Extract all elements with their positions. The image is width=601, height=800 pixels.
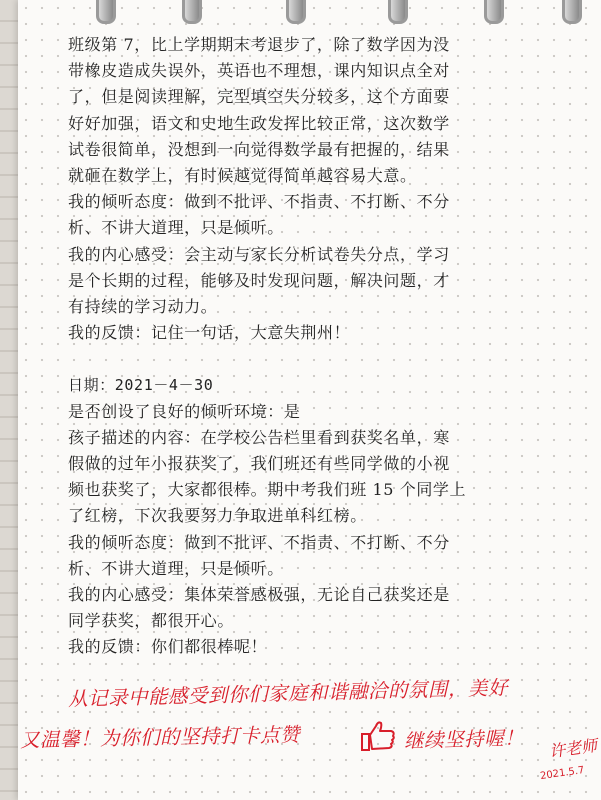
- listening-attitude: 我的倾听态度：做到不批评、不指责、不打断、不分: [68, 532, 450, 552]
- text-line: 好好加强，语文和史地生政发挥比较正常，这次数学: [68, 113, 450, 133]
- inner-feeling: 我的内心感受：集体荣誉感极强，无论自己获奖还是: [68, 584, 450, 604]
- child-description: 了红榜，下次我要努力争取进单科红榜。: [68, 506, 367, 526]
- child-description: 假做的过年小报获奖了，我们班还有些同学做的小视: [68, 454, 450, 473]
- entry-1: [68, 32, 568, 346]
- child-description: 频也获奖了，大家都很棒。期中考我们班 15 个同学上: [68, 480, 467, 500]
- notebook-edge: [0, 0, 18, 800]
- teacher-comment-line: 从记录中能感受到你们家庭和谐融洽的氛围，美好: [67, 676, 509, 711]
- listening-attitude: 析、不讲大道理，只是倾听。: [68, 558, 284, 578]
- listening-environment: 是否创设了良好的倾听环境：是: [68, 401, 301, 421]
- inner-feeling: 是个长期的过程，能够及时发现问题，解决问题，才: [68, 270, 450, 290]
- text-line: 班级第 7，比上学期期末考退步了，除了数学因为没: [68, 35, 450, 54]
- signature-date: 2021.5.7: [539, 764, 586, 783]
- teacher-comment-line: 继续坚持喔！: [403, 726, 525, 753]
- listening-attitude: 我的倾听态度：做到不批评、不指责、不打断、不分: [68, 192, 450, 212]
- parent-feedback: 我的反馈：记住一句话，大意失荆州！: [68, 323, 351, 343]
- entry-date: 日期：2021－4－30: [68, 376, 214, 395]
- inner-feeling: 同学获奖，都很开心。: [68, 611, 235, 631]
- teacher-comment-line: 又温馨！为你们的坚持打卡点赞: [19, 723, 301, 752]
- text-line: 就砸在数学上，有时候越觉得简单越容易大意。: [68, 165, 417, 185]
- inner-feeling: 有持续的学习动力。: [68, 296, 218, 316]
- child-description: 孩子描述的内容：在学校公告栏里看到获奖名单，寒: [68, 427, 450, 447]
- handwritten-journal: [68, 32, 568, 661]
- text-line: 试卷很简单，没想到一向觉得数学最有把握的，结果: [68, 139, 450, 159]
- listening-attitude: 析、不讲大道理，只是倾听。: [68, 218, 284, 238]
- teacher-signature: 许老师: [548, 735, 599, 762]
- inner-feeling: 我的内心感受：会主动与家长分析试卷失分点，学习: [68, 244, 450, 264]
- text-line: 了，但是阅读理解，完型填空失分较多，这个方面要: [68, 87, 450, 107]
- entry-2: [68, 372, 568, 660]
- thumbs-up-icon: [358, 718, 398, 754]
- parent-feedback: 我的反馈：你们都很棒呢！: [68, 637, 268, 657]
- spacer: [68, 346, 568, 372]
- text-line: 带橡皮造成失误外，英语也不理想，课内知识点全对: [68, 61, 450, 81]
